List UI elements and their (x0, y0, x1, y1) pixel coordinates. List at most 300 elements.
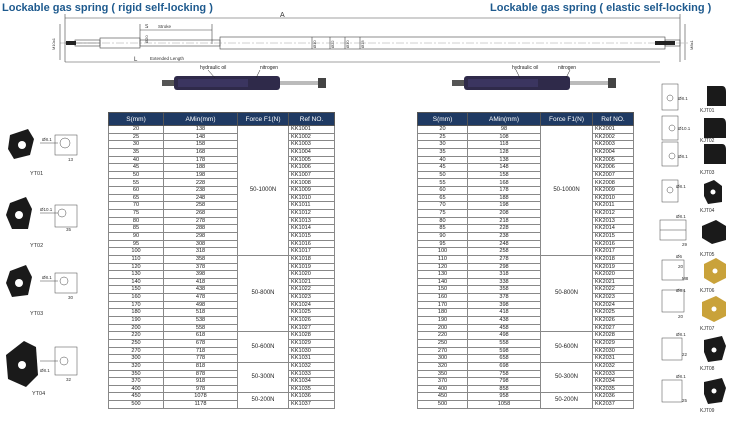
table-row (418, 370, 634, 378)
table-row (418, 194, 634, 202)
kjt01-dim-d: Ø8.1 (678, 96, 688, 101)
cell-a: 978 (164, 385, 238, 393)
cell-s: 270 (109, 347, 164, 355)
cell-ref: KK1029 (289, 339, 335, 347)
table-row (109, 332, 335, 340)
cell-ref: KK2036 (593, 393, 634, 401)
left-title: Lockable gas spring ( rigid self-locking ) (2, 2, 213, 14)
cell-ref: KK1006 (289, 164, 335, 172)
cell-a: 538 (164, 317, 238, 325)
cell-s: 320 (418, 362, 468, 370)
cell-force: 50-600N (541, 332, 593, 363)
cell-s: 110 (418, 255, 468, 263)
cell-ref: KK2014 (593, 225, 634, 233)
table-row (109, 309, 335, 317)
kjt07-label: KJT07 (700, 326, 715, 332)
cell-s: 150 (109, 286, 164, 294)
fitting-yt01 (8, 129, 77, 177)
cell-s: 130 (109, 271, 164, 279)
cell-ref: KK2032 (593, 362, 634, 370)
cell-a: 858 (468, 385, 541, 393)
yt02-label: YT02 (30, 243, 44, 249)
cell-a: 498 (468, 332, 541, 340)
cell-a: 398 (468, 301, 541, 309)
table-row (418, 210, 634, 218)
kjt05-dim-29: 29 (682, 242, 688, 247)
cell-a: 248 (468, 240, 541, 248)
fitting-kjt05 (660, 214, 726, 258)
dia-label-4: Ø10 (345, 40, 350, 48)
cell-ref: KK1002 (289, 133, 335, 141)
table-row (109, 179, 335, 187)
cell-s: 220 (109, 332, 164, 340)
table-row (418, 332, 634, 340)
cell-a: 148 (164, 133, 238, 141)
cell-s: 50 (109, 171, 164, 179)
yt03-dim-d: Ø8.1 (42, 275, 52, 280)
cell-ref: KK1007 (289, 171, 335, 179)
kjt04-label: KJT04 (700, 208, 715, 214)
elastic-hydraulic-label: hydraulic oil (512, 65, 539, 71)
cell-s: 350 (109, 370, 164, 378)
cell-a: 798 (468, 378, 541, 386)
cell-force: 50-1000N (238, 126, 289, 256)
cell-s: 500 (418, 401, 468, 409)
cell-a: 148 (468, 164, 541, 172)
cell-a: 658 (468, 355, 541, 363)
fitting-yt02 (6, 197, 77, 249)
table-row (418, 294, 634, 302)
cell-ref: KK1034 (289, 378, 335, 386)
cell-a: 1178 (164, 401, 238, 409)
dim-s-label: S (145, 24, 149, 30)
dia-label-1: Ø20 (144, 35, 149, 43)
kjt02-label: KJT02 (700, 138, 715, 144)
cell-s: 80 (109, 217, 164, 225)
cell-s: 200 (109, 324, 164, 332)
cell-ref: KK2012 (593, 210, 634, 218)
cell-a: 278 (164, 217, 238, 225)
table-row (418, 278, 634, 286)
table-row (109, 126, 335, 134)
cell-s: 100 (109, 248, 164, 256)
cell-a: 618 (164, 332, 238, 340)
col-header-s: S(mm) (418, 113, 468, 126)
cell-ref: KK2026 (593, 317, 634, 325)
cell-ref: KK1024 (289, 301, 335, 309)
cell-s: 220 (418, 332, 468, 340)
dim-l-label: L (134, 57, 138, 63)
fitting-kjt06 (662, 254, 726, 294)
fitting-yt03 (6, 265, 77, 317)
kjt01-label: KJT01 (700, 108, 715, 114)
cell-a: 918 (164, 378, 238, 386)
cell-ref: KK1004 (289, 148, 335, 156)
kjt08-dim-d: Ø8.1 (676, 332, 686, 337)
yt04-dim-d: Ø8.1 (40, 368, 50, 373)
table-row (418, 156, 634, 164)
cell-ref: KK2024 (593, 301, 634, 309)
cell-a: 188 (164, 164, 238, 172)
kjt08-dim-22: 22 (682, 352, 688, 357)
cell-a: 338 (468, 278, 541, 286)
dia-label-5: Ø18 (360, 40, 365, 48)
table-row (418, 164, 634, 172)
cell-ref: KK2013 (593, 217, 634, 225)
table-row (418, 355, 634, 363)
cell-ref: KK2005 (593, 156, 634, 164)
cell-a: 298 (164, 232, 238, 240)
kjt06-dim-m8: M8 (682, 276, 689, 281)
cell-ref: KK1035 (289, 385, 335, 393)
cell-ref: KK1008 (289, 179, 335, 187)
kjt02-dim-d: Ø10.1 (678, 126, 691, 131)
table-row (418, 347, 634, 355)
cell-s: 150 (418, 286, 468, 294)
cell-a: 168 (468, 179, 541, 187)
cell-s: 20 (109, 126, 164, 134)
fitting-kjt09 (662, 374, 726, 414)
cell-force: 50-200N (238, 393, 289, 408)
table-row (418, 232, 634, 240)
cell-a: 438 (164, 286, 238, 294)
cell-a: 178 (468, 187, 541, 195)
table-row (109, 210, 335, 218)
cell-a: 238 (164, 187, 238, 195)
table-row (109, 148, 335, 156)
cell-a: 158 (468, 171, 541, 179)
yt03-dim-30: 30 (68, 295, 74, 300)
table-row (109, 286, 335, 294)
table-row (109, 378, 335, 386)
cell-ref: KK1033 (289, 370, 335, 378)
cell-ref: KK2008 (593, 179, 634, 187)
cell-a: 118 (468, 141, 541, 149)
cell-ref: KK2011 (593, 202, 634, 210)
cell-s: 120 (418, 263, 468, 271)
kjt09-label: KJT09 (700, 408, 715, 414)
cell-ref: KK2017 (593, 248, 634, 256)
table-row (109, 324, 335, 332)
table-row (109, 240, 335, 248)
kjt04-dim-d: Ø8.1 (676, 184, 686, 189)
cell-ref: KK1013 (289, 217, 335, 225)
rigid-nitrogen-label: nitrogen (260, 65, 279, 71)
kjt09-dim-d: Ø8.1 (676, 374, 686, 379)
cell-a: 308 (164, 240, 238, 248)
kjt06-dim-20: 20 (678, 264, 684, 269)
cell-ref: KK2007 (593, 171, 634, 179)
kjt07-dim-d: Ø8.1 (676, 288, 686, 293)
fitting-kjt03 (662, 142, 726, 176)
cell-ref: KK1001 (289, 126, 335, 134)
extended-length-label: Extended Length (150, 56, 185, 61)
table-row (109, 362, 335, 370)
table-row (109, 370, 335, 378)
cell-ref: KK2019 (593, 263, 634, 271)
cell-s: 400 (418, 385, 468, 393)
cell-s: 70 (418, 202, 468, 210)
elastic-nitrogen-label: nitrogen (558, 65, 577, 71)
cell-ref: KK1016 (289, 240, 335, 248)
cell-a: 398 (164, 271, 238, 279)
kjt08-label: KJT08 (700, 366, 715, 372)
table-row (418, 133, 634, 141)
cell-a: 258 (164, 202, 238, 210)
table-row (418, 248, 634, 256)
cell-ref: KK2002 (593, 133, 634, 141)
cell-s: 55 (109, 179, 164, 187)
cell-a: 498 (164, 301, 238, 309)
cell-s: 320 (109, 362, 164, 370)
cell-ref: KK1023 (289, 294, 335, 302)
cell-s: 65 (109, 194, 164, 202)
cell-force: 50-800N (541, 255, 593, 331)
cell-a: 208 (468, 210, 541, 218)
cell-s: 140 (418, 278, 468, 286)
table-row (418, 148, 634, 156)
cell-s: 95 (109, 240, 164, 248)
kjt06-dim-d: Ø6 (676, 254, 683, 259)
cell-a: 678 (164, 339, 238, 347)
col-header-force: Force F1(N) (238, 113, 289, 126)
cell-ref: KK2010 (593, 194, 634, 202)
cell-a: 188 (468, 194, 541, 202)
cell-s: 90 (109, 232, 164, 240)
cell-a: 138 (468, 156, 541, 164)
cell-s: 160 (109, 294, 164, 302)
cell-ref: KK2031 (593, 355, 634, 363)
cell-s: 35 (109, 148, 164, 156)
gas-spring-drawing (0, 10, 750, 70)
rigid-spring-illustration (160, 62, 330, 102)
cell-a: 178 (164, 156, 238, 164)
table-row (418, 393, 634, 401)
cell-a: 418 (164, 278, 238, 286)
cell-s: 90 (418, 232, 468, 240)
cell-ref: KK1030 (289, 347, 335, 355)
table-row (109, 278, 335, 286)
cell-a: 138 (164, 126, 238, 134)
cell-ref: KK2030 (593, 347, 634, 355)
yt03-label: YT03 (30, 311, 44, 317)
cell-a: 478 (164, 294, 238, 302)
cell-ref: KK2004 (593, 148, 634, 156)
yt01-dim-13: 13 (68, 157, 74, 162)
cell-ref: KK1010 (289, 194, 335, 202)
cell-ref: KK2023 (593, 294, 634, 302)
cell-ref: KK1003 (289, 141, 335, 149)
table-row (109, 141, 335, 149)
cell-s: 130 (418, 271, 468, 279)
cell-s: 370 (418, 378, 468, 386)
cell-ref: KK1037 (289, 401, 335, 409)
cell-ref: KK1009 (289, 187, 335, 195)
cell-s: 45 (418, 164, 468, 172)
cell-ref: KK2001 (593, 126, 634, 134)
cell-ref: KK1015 (289, 232, 335, 240)
table-row (109, 133, 335, 141)
cell-ref: KK2015 (593, 232, 634, 240)
elastic-fittings (652, 80, 750, 421)
col-header-a: AMin(mm) (164, 113, 238, 126)
cell-force: 50-1000N (541, 126, 593, 256)
cell-s: 180 (109, 309, 164, 317)
cell-ref: KK1027 (289, 324, 335, 332)
cell-a: 358 (468, 286, 541, 294)
table-row (109, 355, 335, 363)
cell-a: 228 (164, 179, 238, 187)
table-row (109, 187, 335, 195)
cell-ref: KK1018 (289, 255, 335, 263)
cell-ref: KK1005 (289, 156, 335, 164)
cell-a: 778 (164, 355, 238, 363)
cell-ref: KK1032 (289, 362, 335, 370)
cell-a: 288 (164, 225, 238, 233)
kjt05-label: KJT05 (700, 252, 715, 258)
yt02-dim-d: Ø10.1 (40, 207, 53, 212)
table-row (109, 294, 335, 302)
table-row (109, 263, 335, 271)
table-body (418, 126, 634, 409)
cell-s: 45 (109, 164, 164, 172)
cell-a: 98 (468, 126, 541, 134)
cell-s: 370 (109, 378, 164, 386)
cell-s: 25 (109, 133, 164, 141)
cell-a: 518 (164, 309, 238, 317)
dia-label-3: Ø22 (330, 40, 335, 48)
cell-s: 190 (418, 317, 468, 325)
cell-s: 250 (418, 339, 468, 347)
cell-a: 278 (468, 255, 541, 263)
right-title: Lockable gas spring ( elastic self-locking ) (490, 2, 712, 14)
cell-s: 25 (418, 133, 468, 141)
table-row (109, 317, 335, 325)
cell-ref: KK1031 (289, 355, 335, 363)
kjt09-dim-25: 25 (682, 398, 688, 403)
col-header-force: Force F1(N) (541, 113, 593, 126)
right-thread-label: M8x1 (689, 40, 694, 50)
cell-s: 250 (109, 339, 164, 347)
cell-a: 878 (164, 370, 238, 378)
cell-s: 170 (418, 301, 468, 309)
cell-s: 60 (418, 187, 468, 195)
table-row (109, 164, 335, 172)
cell-s: 95 (418, 240, 468, 248)
cell-a: 418 (468, 309, 541, 317)
cell-a: 718 (164, 347, 238, 355)
cell-s: 120 (109, 263, 164, 271)
table-row (109, 301, 335, 309)
fitting-kjt07 (662, 288, 726, 332)
cell-ref: KK2027 (593, 324, 634, 332)
cell-a: 218 (468, 217, 541, 225)
cell-ref: KK1017 (289, 248, 335, 256)
kjt06-label: KJT06 (700, 288, 715, 294)
cell-ref: KK2009 (593, 187, 634, 195)
kjt03-dim-d: Ø8.1 (678, 154, 688, 159)
cell-force: 50-800N (238, 255, 289, 331)
cell-s: 100 (418, 248, 468, 256)
cell-s: 170 (109, 301, 164, 309)
cell-ref: KK2022 (593, 286, 634, 294)
table-row (418, 171, 634, 179)
table-header-row (109, 113, 335, 126)
left-thread-label: M10x1 (51, 37, 56, 50)
table-row (418, 263, 634, 271)
cell-force: 50-600N (238, 332, 289, 363)
rigid-spec-table (108, 112, 335, 409)
table-row (418, 187, 634, 195)
col-header-ref: Ref NO. (289, 113, 335, 126)
table-row (418, 309, 634, 317)
cell-ref: KK2033 (593, 370, 634, 378)
cell-a: 228 (468, 225, 541, 233)
yt02-dim-35: 35 (66, 227, 72, 232)
cell-a: 1058 (468, 401, 541, 409)
table-row (109, 202, 335, 210)
table-row (418, 217, 634, 225)
elastic-spec-table (417, 112, 634, 409)
rigid-hydraulic-label: hydraulic oil (200, 65, 227, 71)
table-row (109, 271, 335, 279)
cell-s: 35 (418, 148, 468, 156)
table-row (109, 232, 335, 240)
table-row (418, 179, 634, 187)
cell-a: 358 (164, 255, 238, 263)
kjt03-label: KJT03 (700, 170, 715, 176)
cell-s: 450 (418, 393, 468, 401)
cell-s: 65 (418, 194, 468, 202)
table-row (109, 217, 335, 225)
cell-s: 60 (109, 187, 164, 195)
col-header-s: S(mm) (109, 113, 164, 126)
cell-a: 438 (468, 317, 541, 325)
cell-a: 598 (468, 347, 541, 355)
cell-s: 20 (418, 126, 468, 134)
yt04-label: YT04 (32, 391, 46, 397)
cell-a: 458 (468, 324, 541, 332)
cell-a: 298 (468, 263, 541, 271)
cell-a: 318 (164, 248, 238, 256)
cell-a: 698 (468, 362, 541, 370)
cell-s: 160 (418, 294, 468, 302)
table-row (418, 401, 634, 409)
cell-a: 558 (164, 324, 238, 332)
cell-ref: KK1028 (289, 332, 335, 340)
cell-a: 158 (164, 141, 238, 149)
cell-s: 80 (418, 217, 468, 225)
cell-s: 75 (418, 210, 468, 218)
kjt05-dim-d: Ø8.1 (676, 214, 686, 219)
cell-ref: KK1036 (289, 393, 335, 401)
cell-ref: KK1011 (289, 202, 335, 210)
cell-s: 190 (109, 317, 164, 325)
cell-ref: KK2034 (593, 378, 634, 386)
cell-s: 200 (418, 324, 468, 332)
table-row (418, 240, 634, 248)
cell-a: 268 (164, 210, 238, 218)
cell-force: 50-200N (541, 393, 593, 408)
table-row (109, 225, 335, 233)
fitting-kjt04 (662, 180, 722, 214)
cell-s: 40 (418, 156, 468, 164)
table-row (109, 255, 335, 263)
table-row (418, 255, 634, 263)
yt01-label: YT01 (30, 171, 44, 177)
cell-s: 30 (109, 141, 164, 149)
cell-s: 350 (418, 370, 468, 378)
